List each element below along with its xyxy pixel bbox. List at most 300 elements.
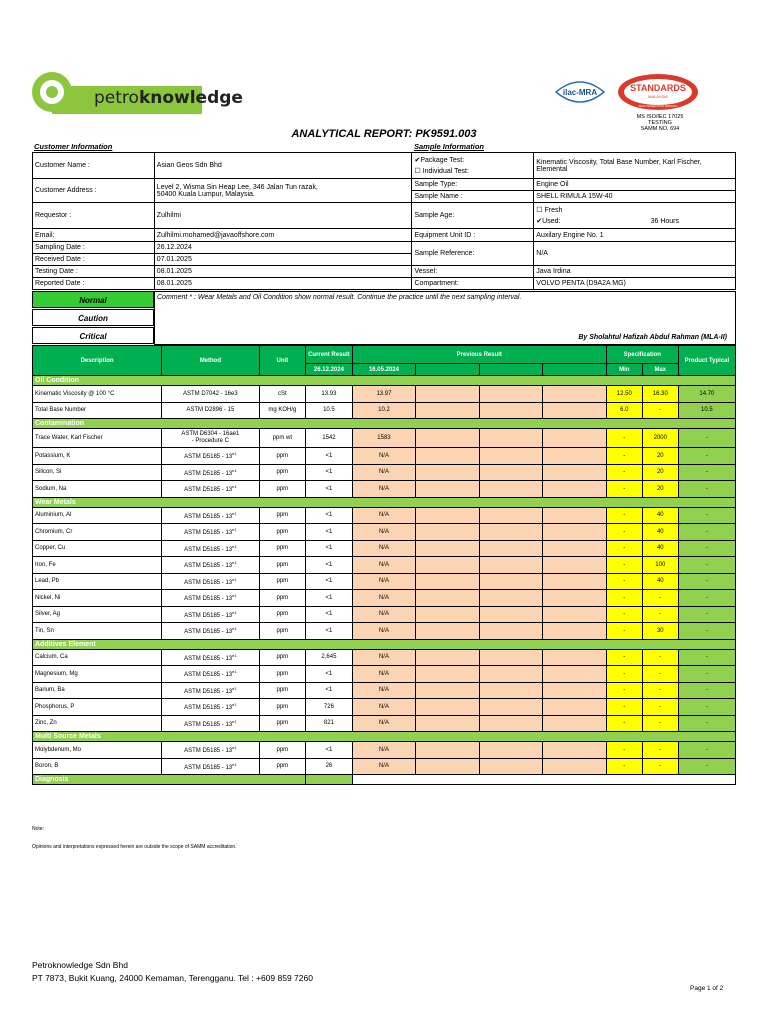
- checkbox-icon: ☐: [536, 206, 545, 214]
- result-previous-empty: [543, 481, 607, 498]
- result-description: Nickel, Ni: [33, 590, 162, 607]
- spec-max: 40: [642, 507, 678, 524]
- spec-max: -: [642, 682, 678, 699]
- current-date: 26.12.2024: [306, 364, 353, 376]
- spec-max: -: [642, 699, 678, 716]
- spec-min: -: [606, 507, 642, 524]
- spec-max: 2000: [642, 429, 678, 448]
- footer-company: Petroknowledge Sdn Bhd: [32, 960, 128, 970]
- result-unit: ppm: [259, 682, 306, 699]
- accreditation-text: MS ISO/IEC 17025 TESTING SAMM NO. 694: [636, 114, 684, 132]
- col-description: Description: [33, 346, 162, 376]
- result-previous-empty: [416, 623, 480, 640]
- result-method: ASTM $D5185 - 13^{e1}$: [162, 540, 259, 557]
- result-previous-empty: [416, 682, 480, 699]
- result-previous-empty: [479, 666, 543, 683]
- testing-date-value: 08.01.2025: [154, 266, 412, 278]
- col-previous: Previous Result: [352, 346, 606, 364]
- result-previous-empty: [543, 758, 607, 775]
- spec-min: 12.50: [606, 386, 642, 403]
- result-method: ASTM $D5185 - 13^{e1}$: [162, 524, 259, 541]
- product-typical: 10.5: [678, 402, 735, 419]
- result-previous-empty: [416, 481, 480, 498]
- status-critical: Critical: [32, 327, 154, 344]
- checkbox-icon: ☐: [414, 167, 423, 175]
- product-typical: -: [678, 623, 735, 640]
- result-method: ASTM $D5185 - 13^{e1}$: [162, 557, 259, 574]
- result-method: ASTM $D5185 - 13^{e1}$: [162, 606, 259, 623]
- result-previous-empty: [416, 507, 480, 524]
- table-row: [33, 715, 736, 732]
- result-previous: N/A: [352, 699, 416, 716]
- logo-text-a: petro: [94, 88, 139, 108]
- result-previous: N/A: [352, 715, 416, 732]
- footer-address: PT 7873, Bukit Kuang, 24000 Kemaman, Terengganu. Tel : +609 859 7260: [32, 973, 313, 983]
- result-previous-empty: [543, 507, 607, 524]
- result-previous-empty: [479, 507, 543, 524]
- customer-address-label: Customer Address :: [33, 179, 155, 203]
- spec-min: -: [606, 758, 642, 775]
- result-previous: N/A: [352, 524, 416, 541]
- table-row: [33, 758, 736, 775]
- result-previous: N/A: [352, 540, 416, 557]
- sample-name-value: SHELL RIMULA 15W-40: [534, 191, 736, 203]
- result-method: ASTM $D5185 - 13^{e1}$: [162, 448, 259, 465]
- result-unit: ppm: [259, 557, 306, 574]
- result-previous-empty: [543, 742, 607, 759]
- result-previous-empty: [416, 540, 480, 557]
- sampling-date-label: Sampling Date :: [33, 242, 155, 254]
- result-unit: ppm: [259, 524, 306, 541]
- table-row: [33, 540, 736, 557]
- check-icon: ✔: [414, 156, 421, 164]
- result-current: <1: [306, 464, 353, 481]
- table-row: [33, 464, 736, 481]
- result-unit: cSt: [259, 386, 306, 403]
- result-previous-empty: [416, 448, 480, 465]
- result-description: Sodium, Na: [33, 481, 162, 498]
- svg-text:STANDARDS: STANDARDS: [630, 83, 686, 93]
- section-row: [33, 639, 736, 649]
- spec-max: 30: [642, 623, 678, 640]
- section-row: [33, 497, 736, 507]
- result-method: ASTM $D5185 - 13^{e1}$: [162, 682, 259, 699]
- equipment-id-value: Auxilary Engine No. 1: [534, 229, 736, 242]
- result-method: ASTM $D5185 - 13^{e1}$: [162, 590, 259, 607]
- byline: By Sholahtul Hafizah Abdul Rahman (MLA-II): [578, 334, 727, 341]
- results-table: [32, 345, 736, 785]
- sample-age-value: ☐ Fresh ✔Used: 36 Hours: [534, 203, 736, 229]
- product-typical: -: [678, 590, 735, 607]
- section-header: Contamination: [33, 419, 736, 429]
- product-typical: -: [678, 699, 735, 716]
- table-row: [33, 557, 736, 574]
- table-row: [33, 402, 736, 419]
- result-method: ASTM $D5185 - 13^{e1}$: [162, 742, 259, 759]
- result-method: ASTM $D5185 - 13^{e1}$: [162, 715, 259, 732]
- result-description: Silicon, Si: [33, 464, 162, 481]
- result-current: <1: [306, 540, 353, 557]
- ilac-mra-logo: [552, 78, 608, 106]
- result-previous: 13.97: [352, 386, 416, 403]
- result-current: <1: [306, 481, 353, 498]
- spec-min: 6.0: [606, 402, 642, 419]
- product-typical: -: [678, 573, 735, 590]
- product-typical: -: [678, 540, 735, 557]
- company-logo: [30, 68, 243, 116]
- result-previous-empty: [479, 386, 543, 403]
- result-description: Calcium, Ca: [33, 649, 162, 666]
- result-unit: ppm: [259, 573, 306, 590]
- result-method: ASTM D2896 - 15: [162, 402, 259, 419]
- spec-min: -: [606, 715, 642, 732]
- result-description: Magnesium, Mg: [33, 666, 162, 683]
- result-description: Kinematic Viscosity @ 100 °C: [33, 386, 162, 403]
- col-max: Max: [642, 364, 678, 376]
- result-current: <1: [306, 524, 353, 541]
- disclaimer: Opinions and interpretations expressed herein are outside the scope of SAMM accreditation.: [32, 844, 237, 850]
- spec-min: -: [606, 623, 642, 640]
- compartment-value: VOLVO PENTA (D9A2A MG): [534, 278, 736, 290]
- spec-max: 40: [642, 540, 678, 557]
- result-previous-empty: [479, 429, 543, 448]
- section-row: [33, 376, 736, 386]
- result-previous-empty: [416, 464, 480, 481]
- result-previous-empty: [479, 573, 543, 590]
- product-typical: -: [678, 715, 735, 732]
- result-description: Silver, Ag: [33, 606, 162, 623]
- result-description: Tin, Sn: [33, 623, 162, 640]
- product-typical: -: [678, 464, 735, 481]
- spec-max: 20: [642, 464, 678, 481]
- table-row: [33, 573, 736, 590]
- result-method: ASTM $D5185 - 13^{e1}$: [162, 649, 259, 666]
- spec-min: -: [606, 524, 642, 541]
- result-description: Phosphorus, P: [33, 699, 162, 716]
- product-typical: -: [678, 429, 735, 448]
- spec-min: -: [606, 666, 642, 683]
- result-previous-empty: [543, 573, 607, 590]
- col-specification: Specification: [606, 346, 678, 364]
- svg-text:ilac-MRA: ilac-MRA: [562, 88, 598, 97]
- page-number: Page 1 of 2: [690, 985, 724, 992]
- result-method: ASTM D7042 - 16e3: [162, 386, 259, 403]
- received-date-label: Received Date :: [33, 254, 155, 266]
- section-header: Multi Source Metals: [33, 732, 736, 742]
- result-previous-empty: [479, 715, 543, 732]
- diagnosis-label: Diagnosis: [33, 775, 306, 785]
- result-previous-empty: [479, 524, 543, 541]
- spec-min: -: [606, 540, 642, 557]
- result-current: 1542: [306, 429, 353, 448]
- report-title: ANALYTICAL REPORT: PK9591.003: [291, 128, 477, 140]
- result-unit: ppm: [259, 464, 306, 481]
- result-previous-empty: [543, 715, 607, 732]
- result-method: ASTM $D5185 - 13^{e1}$: [162, 481, 259, 498]
- tests-value: Kinematic Viscosity, Total Base Number, Karl Fischer, Elemental: [534, 153, 736, 179]
- result-method: ASTM $D5185 - 13^{e1}$: [162, 666, 259, 683]
- product-typical: -: [678, 649, 735, 666]
- spec-max: -: [642, 715, 678, 732]
- table-row: [33, 524, 736, 541]
- result-previous-empty: [543, 590, 607, 607]
- customer-name-value: Asian Geos Sdn Bhd: [154, 153, 412, 179]
- spec-max: -: [642, 649, 678, 666]
- status-normal: Normal: [32, 291, 154, 308]
- result-unit: ppm: [259, 699, 306, 716]
- diagnosis-current: [306, 775, 353, 785]
- product-typical: -: [678, 507, 735, 524]
- result-unit: ppm: [259, 715, 306, 732]
- result-previous-empty: [416, 402, 480, 419]
- spec-max: -: [642, 402, 678, 419]
- result-previous-empty: [543, 524, 607, 541]
- result-description: Chromium, Cr: [33, 524, 162, 541]
- requestor-value: Zulhilmi: [154, 203, 412, 229]
- spec-max: 40: [642, 524, 678, 541]
- result-current: <1: [306, 666, 353, 683]
- customer-info-heading: Customer Information: [34, 142, 113, 151]
- spec-min: -: [606, 573, 642, 590]
- result-description: Barium, Ba: [33, 682, 162, 699]
- col-min: Min: [606, 364, 642, 376]
- product-typical: -: [678, 758, 735, 775]
- diagnosis-rest: [352, 775, 735, 785]
- equipment-id-label: Equipment Unit ID :: [412, 229, 534, 242]
- result-current: 26: [306, 758, 353, 775]
- result-previous-empty: [479, 649, 543, 666]
- product-typical: -: [678, 682, 735, 699]
- result-unit: ppm: [259, 623, 306, 640]
- result-method: ASTM $D5185 - 13^{e1}$: [162, 699, 259, 716]
- table-row: [33, 742, 736, 759]
- sample-reference-value: N/A: [534, 242, 736, 266]
- col-typical: Product Typical: [678, 346, 735, 376]
- result-previous-empty: [416, 429, 480, 448]
- table-row: [33, 448, 736, 465]
- result-previous: 1583: [352, 429, 416, 448]
- result-description: Boron, B: [33, 758, 162, 775]
- result-unit: ppm: [259, 666, 306, 683]
- result-previous-empty: [543, 623, 607, 640]
- result-previous-empty: [543, 429, 607, 448]
- spec-min: -: [606, 464, 642, 481]
- result-previous-empty: [416, 758, 480, 775]
- result-unit: ppm: [259, 448, 306, 465]
- result-previous-empty: [479, 606, 543, 623]
- product-typical: -: [678, 606, 735, 623]
- spec-max: -: [642, 590, 678, 607]
- spec-max: 16.30: [642, 386, 678, 403]
- previous-date: 16.05.2024: [352, 364, 416, 376]
- spec-min: -: [606, 448, 642, 465]
- result-previous-empty: [416, 557, 480, 574]
- result-previous: N/A: [352, 666, 416, 683]
- product-typical: -: [678, 524, 735, 541]
- table-row: [33, 481, 736, 498]
- result-description: Trace Water, Karl Fischer: [33, 429, 162, 448]
- spec-min: -: [606, 557, 642, 574]
- result-previous-empty: [543, 540, 607, 557]
- result-previous: N/A: [352, 464, 416, 481]
- logo-text-b: knowledge: [138, 88, 243, 108]
- result-previous: N/A: [352, 623, 416, 640]
- test-type-cell: ✔Package Test: ☐ Individual Test:: [412, 153, 534, 179]
- spec-max: -: [642, 758, 678, 775]
- result-description: Potassium, K: [33, 448, 162, 465]
- result-current: 2,645: [306, 649, 353, 666]
- result-previous-empty: [543, 464, 607, 481]
- result-current: <1: [306, 606, 353, 623]
- result-previous: N/A: [352, 758, 416, 775]
- spec-min: -: [606, 682, 642, 699]
- result-unit: ppm: [259, 481, 306, 498]
- table-row: [33, 682, 736, 699]
- note-label: Note:: [32, 826, 44, 832]
- result-current: <1: [306, 573, 353, 590]
- result-previous-empty: [416, 524, 480, 541]
- spec-max: 20: [642, 448, 678, 465]
- section-row: [33, 419, 736, 429]
- table-row: [33, 699, 736, 716]
- result-description: Aluminium, Al: [33, 507, 162, 524]
- result-previous-empty: [543, 699, 607, 716]
- section-header: Oil Condition: [33, 376, 736, 386]
- result-unit: ppm: [259, 606, 306, 623]
- result-unit: ppm: [259, 590, 306, 607]
- result-current: 726: [306, 699, 353, 716]
- spec-max: 100: [642, 557, 678, 574]
- result-previous-empty: [479, 682, 543, 699]
- diagnosis-row: [33, 775, 736, 785]
- result-previous-empty: [416, 715, 480, 732]
- compartment-label: Compartment:: [412, 278, 534, 290]
- result-description: Copper, Cu: [33, 540, 162, 557]
- result-description: Total Base Number: [33, 402, 162, 419]
- result-previous-empty: [479, 699, 543, 716]
- spec-min: -: [606, 590, 642, 607]
- result-previous-empty: [416, 742, 480, 759]
- result-previous-empty: [543, 448, 607, 465]
- result-previous-empty: [479, 590, 543, 607]
- result-previous: N/A: [352, 573, 416, 590]
- sample-type-label: Sample Type:: [412, 179, 534, 191]
- received-date-value: 07.01.2025: [154, 254, 412, 266]
- result-previous-empty: [416, 666, 480, 683]
- result-previous-empty: [479, 557, 543, 574]
- result-current: 10.5: [306, 402, 353, 419]
- result-current: 821: [306, 715, 353, 732]
- sample-reference-label: Sample Reference:: [412, 242, 534, 266]
- result-previous-empty: [543, 386, 607, 403]
- result-description: Molybdenum, Mo: [33, 742, 162, 759]
- result-previous: N/A: [352, 507, 416, 524]
- result-method: ASTM $D5185 - 13^{e1}$: [162, 623, 259, 640]
- result-previous: N/A: [352, 590, 416, 607]
- result-current: <1: [306, 507, 353, 524]
- result-previous: N/A: [352, 448, 416, 465]
- standards-malaysia-logo: [616, 72, 700, 112]
- result-unit: ppm: [259, 742, 306, 759]
- table-row: [33, 590, 736, 607]
- section-row: [33, 732, 736, 742]
- product-typical: -: [678, 481, 735, 498]
- reported-date-value: 08.01.2025: [154, 278, 412, 290]
- result-previous-empty: [479, 623, 543, 640]
- check-icon: ✔: [536, 217, 543, 225]
- result-previous-empty: [416, 606, 480, 623]
- spec-min: -: [606, 481, 642, 498]
- result-previous-empty: [543, 606, 607, 623]
- result-method: ASTM $D5185 - 13^{e1}$: [162, 507, 259, 524]
- result-current: 13.93: [306, 386, 353, 403]
- customer-address-value: Level 2, Wisma Sin Heap Lee, 346 Jalan Tun razak, 50400 Kuala Lumpur, Malaysia.: [154, 179, 412, 203]
- info-table: [32, 152, 736, 290]
- product-typical: -: [678, 666, 735, 683]
- table-row: [33, 623, 736, 640]
- result-previous-empty: [416, 386, 480, 403]
- sampling-date-value: 26.12.2024: [154, 242, 412, 254]
- comment-box: [154, 291, 736, 345]
- result-previous: N/A: [352, 742, 416, 759]
- sample-age-label: Sample Age:: [412, 203, 534, 229]
- comment-text: Comment * : Wear Metals and Oil Condition show normal result. Continue the practice until the next sampling interval.: [157, 294, 522, 301]
- product-typical: 14.70: [678, 386, 735, 403]
- result-previous: N/A: [352, 606, 416, 623]
- sample-type-value: Engine Oil: [534, 179, 736, 191]
- result-unit: ppm wt: [259, 429, 306, 448]
- table-row: [33, 666, 736, 683]
- result-previous-empty: [416, 649, 480, 666]
- result-previous-empty: [479, 464, 543, 481]
- section-header: Wear Metals: [33, 497, 736, 507]
- result-current: <1: [306, 448, 353, 465]
- result-method: ASTM $D5185 - 13^{e1}$: [162, 573, 259, 590]
- result-current: <1: [306, 742, 353, 759]
- result-unit: ppm: [259, 507, 306, 524]
- result-method: ASTM D6304 - 16ae1 - Procedure C: [162, 429, 259, 448]
- table-row: [33, 507, 736, 524]
- product-typical: -: [678, 742, 735, 759]
- spec-max: -: [642, 606, 678, 623]
- result-method: ASTM $D5185 - 13^{e1}$: [162, 758, 259, 775]
- result-current: <1: [306, 623, 353, 640]
- spec-max: 40: [642, 573, 678, 590]
- result-previous: N/A: [352, 557, 416, 574]
- result-unit: mg KOH/g: [259, 402, 306, 419]
- section-header: Additives Element: [33, 639, 736, 649]
- spec-max: 20: [642, 481, 678, 498]
- result-previous-empty: [543, 557, 607, 574]
- result-current: <1: [306, 557, 353, 574]
- vessel-label: Vessel:: [412, 266, 534, 278]
- result-previous-empty: [479, 402, 543, 419]
- spec-max: -: [642, 666, 678, 683]
- spec-min: -: [606, 649, 642, 666]
- result-description: Lead, Pb: [33, 573, 162, 590]
- email-value: Zulhilmi.mohamed@javaoffshore.com: [154, 229, 412, 242]
- result-previous-empty: [416, 573, 480, 590]
- result-previous-empty: [543, 649, 607, 666]
- result-previous-empty: [543, 682, 607, 699]
- col-unit: Unit: [259, 346, 306, 376]
- result-previous-empty: [543, 666, 607, 683]
- result-current: <1: [306, 590, 353, 607]
- spec-min: -: [606, 699, 642, 716]
- result-description: Zinc, Zn: [33, 715, 162, 732]
- svg-text:MALAYSIA: MALAYSIA: [648, 94, 668, 99]
- result-previous: N/A: [352, 649, 416, 666]
